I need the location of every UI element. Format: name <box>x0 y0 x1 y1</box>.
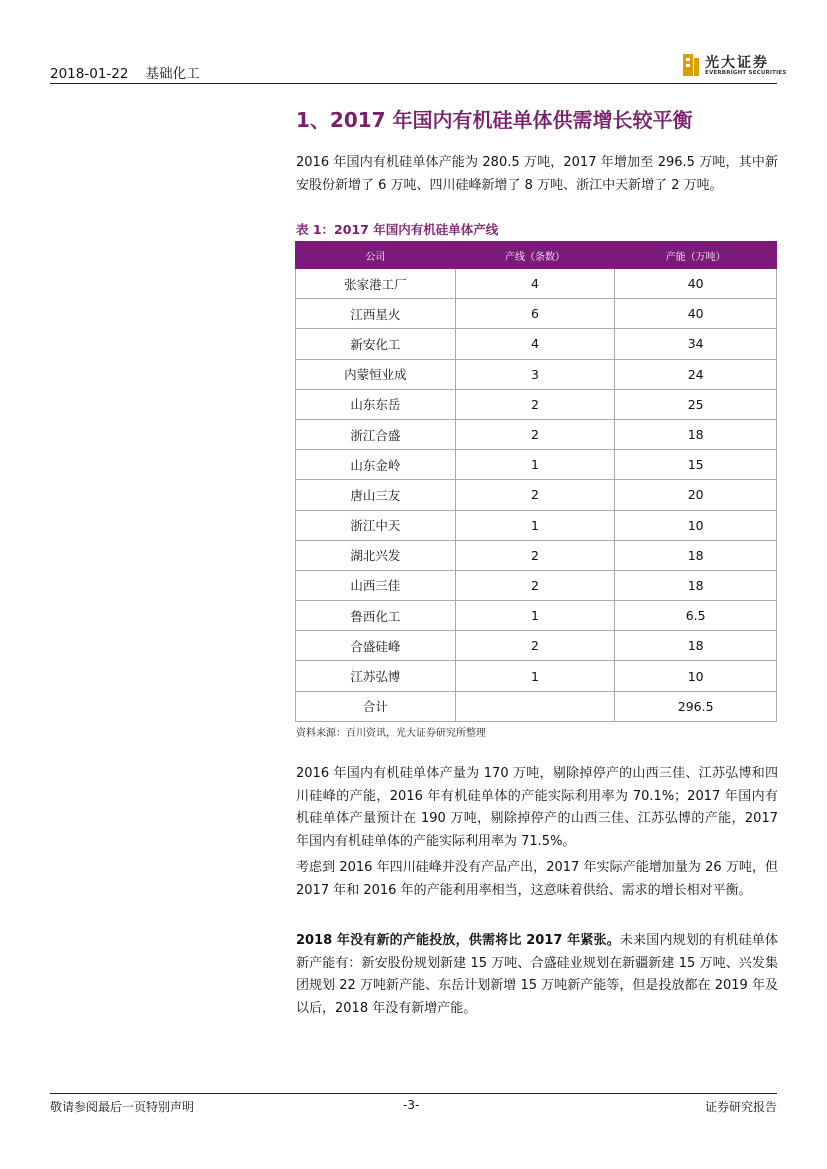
table-row <box>296 389 777 419</box>
table-row <box>296 329 777 359</box>
logo-mark-icon <box>683 54 699 76</box>
production-paragraph: 2016 年国内有机硅单体产量为 170 万吨，剔除掉停产的山西三佳、江苏弘博和四川硅峰的产能，2016 年有机硅单体的产能实际利用率为 70.1%；2017 年国内有机硅单体产量预计在 190 万吨，剔除掉停产的山西三佳、江苏弘博的产能，2017 年国内有机硅单体的产能实际利用率为 71.5%。 <box>296 766 778 849</box>
table-row <box>296 450 777 480</box>
cell-lines: 1 <box>455 510 615 540</box>
cell-capacity: 18 <box>615 631 777 661</box>
utilization-paragraph: 考虑到 2016 年四川硅峰并没有产品产出，2017 年实际产能增加量为 26 万吨，但 2017 年和 2016 年的产能利用率相当，这意味着供给、需求的增长相对平衡。 <box>296 860 778 898</box>
cell-company: 浙江合盛 <box>296 419 456 449</box>
cell-lines: 6 <box>455 299 615 329</box>
cell-capacity: 15 <box>615 450 777 480</box>
cell-lines: 1 <box>455 661 615 691</box>
footer-divider <box>50 1093 777 1094</box>
outlook-paragraph <box>296 930 778 1020</box>
cell-capacity: 18 <box>615 419 777 449</box>
cell-company: 合盛硅峰 <box>296 631 456 661</box>
column-header-company: 公司 <box>296 242 456 269</box>
table-row <box>296 419 777 449</box>
table-row <box>296 359 777 389</box>
cell-company: 江西星火 <box>296 299 456 329</box>
table-source: 资料来源：百川资讯，光大证券研究所整理 <box>296 728 486 739</box>
cell-capacity: 18 <box>615 570 777 600</box>
table-row <box>296 510 777 540</box>
cell-company: 内蒙恒业成 <box>296 359 456 389</box>
table-caption: 表 1：2017 年国内有机硅单体产线 <box>296 222 499 237</box>
cell-lines: 2 <box>455 631 615 661</box>
cell-capacity: 18 <box>615 540 777 570</box>
cell-company: 张家港工厂 <box>296 269 456 299</box>
column-header-capacity: 产能（万吨） <box>615 242 777 269</box>
cell-lines: 2 <box>455 480 615 510</box>
table-row <box>296 540 777 570</box>
table-row <box>296 299 777 329</box>
table-header-row <box>296 242 777 269</box>
cell-lines: 4 <box>455 269 615 299</box>
cell-capacity: 40 <box>615 299 777 329</box>
cell-company: 山东东岳 <box>296 389 456 419</box>
intro-paragraph: 2016 年国内有机硅单体产能为 280.5 万吨，2017 年增加至 296.5 万吨，其中新安股份新增了 6 万吨、四川硅峰新增了 8 万吨、浙江中天新增了 2 万吨。 <box>296 155 778 193</box>
table-row <box>296 661 777 691</box>
cell-capacity: 20 <box>615 480 777 510</box>
cell-company: 山东金岭 <box>296 450 456 480</box>
cell-lines: 2 <box>455 540 615 570</box>
header-divider <box>50 83 777 84</box>
table-row <box>296 601 777 631</box>
header-date-topic: 2018-01-22 基础化工 <box>50 66 200 82</box>
cell-capacity: 6.5 <box>615 601 777 631</box>
table-row <box>296 631 777 661</box>
table-row <box>296 570 777 600</box>
section-title: 1、2017 年国内有机硅单体供需增长较平衡 <box>296 108 693 132</box>
cell-company: 浙江中天 <box>296 510 456 540</box>
footer-report-type: 证券研究报告 <box>704 1100 777 1114</box>
outlook-bold-lead: 2018 年没有新的产能投放，供需将比 2017 年紧张。 <box>296 933 620 948</box>
capacity-table <box>295 241 777 722</box>
company-logo <box>683 52 787 82</box>
cell-lines: 1 <box>455 601 615 631</box>
cell-company: 湖北兴发 <box>296 540 456 570</box>
cell-company: 新安化工 <box>296 329 456 359</box>
cell-company: 唐山三友 <box>296 480 456 510</box>
cell-lines: 2 <box>455 570 615 600</box>
cell-company: 鲁西化工 <box>296 601 456 631</box>
column-header-lines: 产线（条数） <box>455 242 615 269</box>
cell-lines <box>455 691 615 721</box>
cell-lines: 2 <box>455 419 615 449</box>
cell-capacity: 40 <box>615 269 777 299</box>
cell-capacity: 10 <box>615 661 777 691</box>
cell-lines: 3 <box>455 359 615 389</box>
cell-company: 山西三佳 <box>296 570 456 600</box>
logo-text-en: EVERBRIGHT SECURITIES <box>705 70 787 76</box>
outlook-body: 未来国内规划的有机硅单体新产能有：新安股份规划新建 15 万吨、合盛硅业规划在新疆新建 15 万吨、兴发集团规划 22 万吨新产能、东岳计划新增 15 万吨新产能等，但是投放都在 2019 年及以后，2018 年没有新增产能。 <box>296 933 778 1016</box>
cell-company: 合计 <box>296 691 456 721</box>
cell-lines: 2 <box>455 389 615 419</box>
table-total-row <box>296 691 777 721</box>
cell-capacity: 296.5 <box>615 691 777 721</box>
cell-capacity: 25 <box>615 389 777 419</box>
cell-lines: 1 <box>455 450 615 480</box>
page-number: -3- <box>403 1098 420 1112</box>
cell-company: 江苏弘博 <box>296 661 456 691</box>
footer-disclaimer: 敬请参阅最后一页特别声明 <box>50 1100 195 1114</box>
cell-capacity: 24 <box>615 359 777 389</box>
logo-text-cn: 光大证券 <box>705 55 769 71</box>
cell-capacity: 10 <box>615 510 777 540</box>
table-row <box>296 269 777 299</box>
cell-lines: 4 <box>455 329 615 359</box>
cell-capacity: 34 <box>615 329 777 359</box>
table-row <box>296 480 777 510</box>
